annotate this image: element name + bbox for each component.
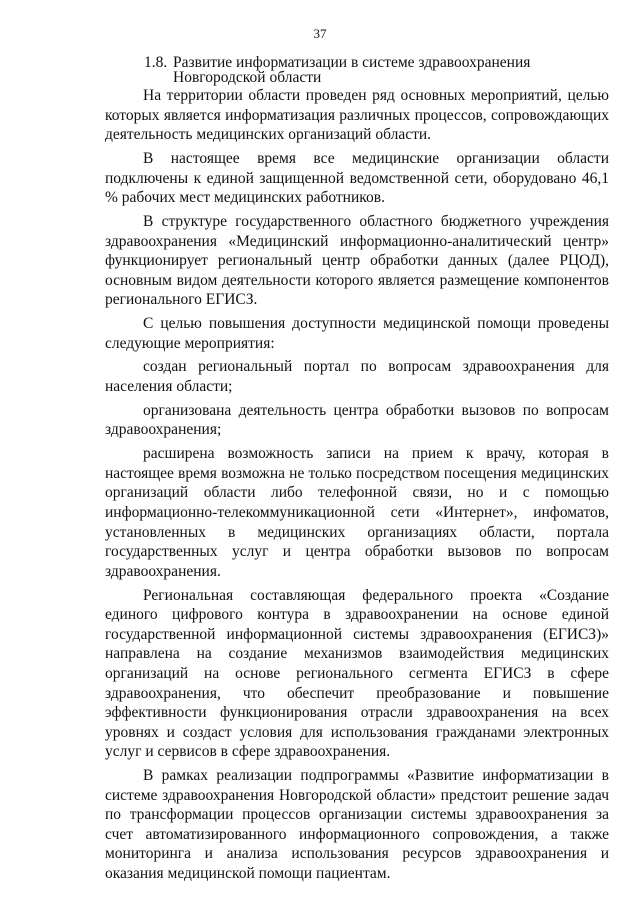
paragraph-subprogram: В рамках реализации подпрограммы «Развитие информатизации в системе здравоохранения Новгородской области» предстоит решение задач по трансформации процессов организации системы здравоохранения за счет автоматизированного информационного сопровождения, а также мониторинга и анализа использования ресурсов здравоохранения и оказания медицинской помощи пациентам.: [105, 767, 609, 883]
paragraph-measure-portal: создан региональный портал по вопросам здравоохранения для населения области;: [105, 358, 609, 396]
section-number: 1.8.: [144, 54, 168, 71]
page-number: 37: [313, 26, 327, 41]
paragraph-measures-intro: С целью повышения доступности медицинской помощи проведены следующие мероприятия:: [105, 315, 609, 352]
paragraph-federal-project: Региональная составляющая федерального проекта «Создание единого цифрового контура в здравоохранении на основе единой государственной информационной системы здравоохранения (ЕГИСЗ)» направлена на создание механизмов взаимодействия медицинских организаций на основе регионального сегмента ЕГИСЗ в сфере здравоохранения, что обеспечит преобразование и повышение эффективности функционирования отрасли здравоохранения на всех уровнях и создаст условия для использования гражданами электронных услуг и сервисов в сфере здравоохранения.: [105, 586, 609, 761]
section-heading: [144, 55, 564, 85]
paragraph-rcod: В структуре государственного областного бюджетного учреждения здравоохранения «Медицинский информационно-аналитический центр» функционирует региональный центр обработки данных (далее РЦОД), основным видом деятельности которого является размещение компонентов регионального ЕГИСЗ.: [105, 212, 609, 309]
section-title-line-1: Развитие информатизации в системе здравоохранения: [173, 54, 531, 71]
paragraph-measure-appointments: расширена возможность записи на прием к врачу, которая в настоящее время возможна не только посредством посещения медицинских организаций области либо телефонной связи, но и с помощью информационно-телекоммуникационной сети «Интернет», инфоматов, установленных в медицинских организациях области, портала государственных услуг и центра обработки вызовов по вопросам здравоохранения.: [105, 445, 609, 580]
paragraph-measure-call-center: организована деятельность центра обработки вызовов по вопросам здравоохранения;: [105, 401, 609, 439]
body-text: [105, 86, 609, 888]
paragraph-network: В настоящее время все медицинские организации области подключены к единой защищенной ведомственной сети, оборудовано 46,1 % рабочих мест медицинских работников.: [105, 149, 609, 207]
paragraph-intro: На территории области проведен ряд основных мероприятий, целью которых является информатизация различных процессов, сопровождающих деятельность медицинских организаций области.: [105, 87, 609, 144]
section-title-line-2: Новгородской области: [173, 69, 322, 86]
